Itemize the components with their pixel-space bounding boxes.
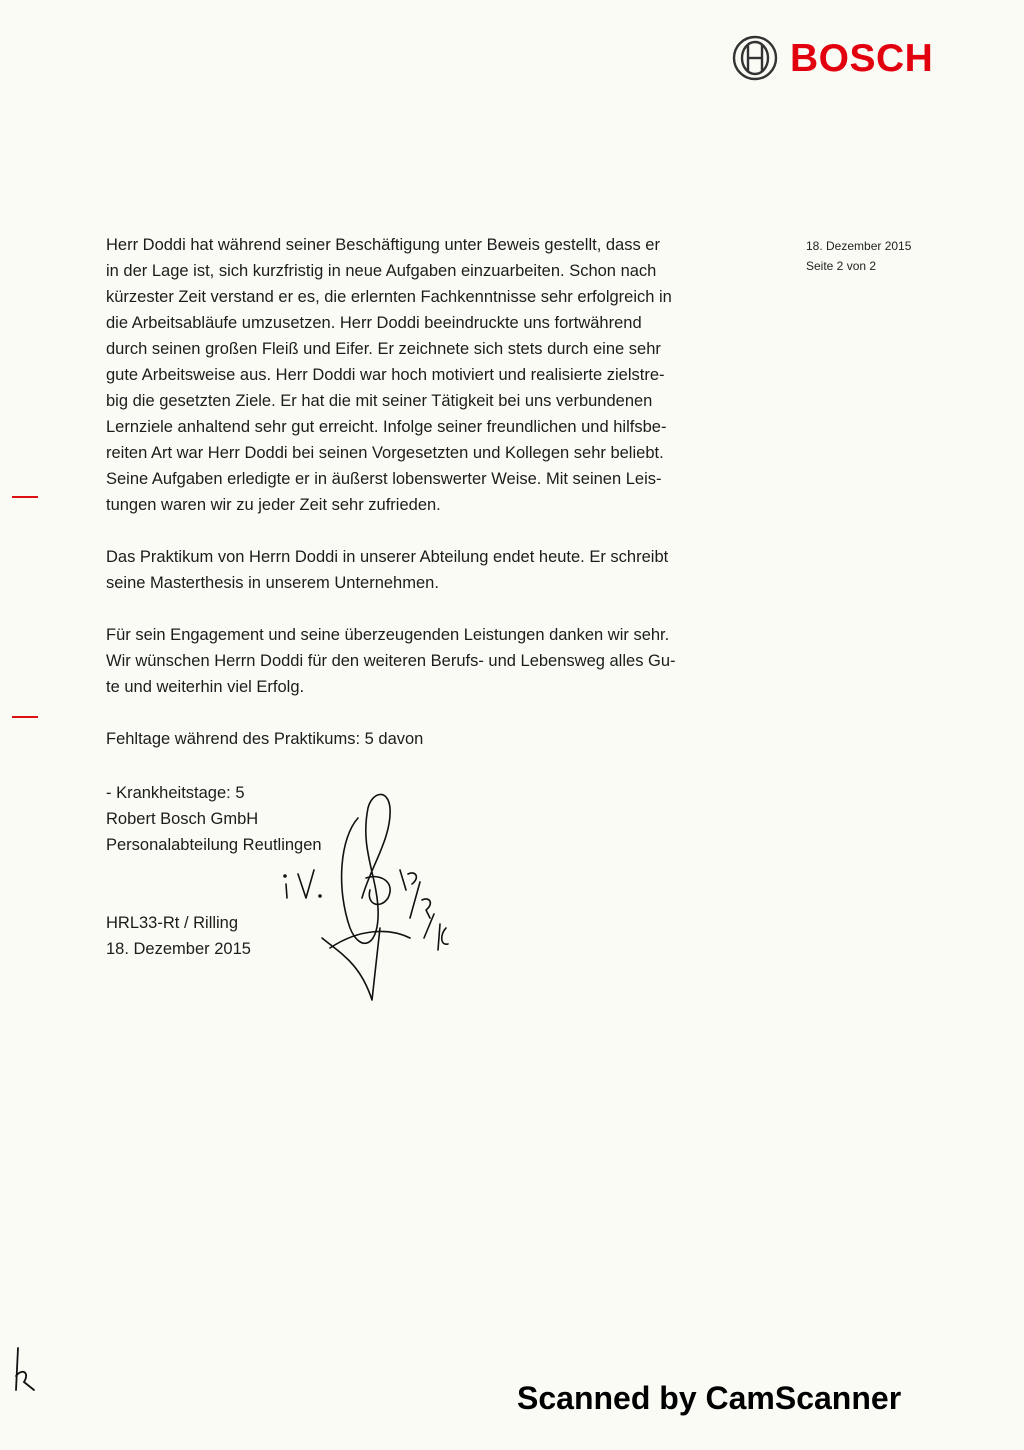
sick-days: - Krankheitstage: 5 xyxy=(106,784,245,802)
text-line: in der Lage ist, sich kurzfristig in neue Aufgaben einzuarbeiten. Schon nach xyxy=(106,262,657,280)
bosch-logo xyxy=(732,34,933,82)
text-line: durch seinen großen Fleiß und Eifer. Er zeichnete sich stets durch eine sehr xyxy=(106,340,661,358)
text-line: tungen waren wir zu jeder Zeit sehr zufrieden. xyxy=(106,496,441,514)
bosch-armature-icon xyxy=(732,35,778,81)
text-line: Wir wünschen Herrn Doddi für den weiteren Berufs- und Lebensweg alles Gu- xyxy=(106,652,676,670)
letter-date: 18. Dezember 2015 xyxy=(806,239,912,253)
text-line: big die gesetzten Ziele. Er hat die mit seiner Tätigkeit bei uns verbundenen xyxy=(106,392,653,410)
paragraph-internship-end xyxy=(106,544,776,596)
text-line: seine Masterthesis in unserem Unternehmen. xyxy=(106,574,439,592)
text-line: Lernziele anhaltend sehr gut erreicht. Infolge seiner freundlichen und hilfsbe- xyxy=(106,418,667,436)
paragraph-thanks xyxy=(106,622,776,700)
paragraph-performance xyxy=(106,232,776,518)
text-line: gute Arbeitsweise aus. Herr Doddi war hoch motiviert und realisierte zielstre- xyxy=(106,366,665,384)
text-line: Seine Aufgaben erledigte er in äußerst lobenswerter Weise. Mit seinen Leis- xyxy=(106,470,662,488)
closing-date: 18. Dezember 2015 xyxy=(106,940,251,958)
text-line: die Arbeitsabläufe umzusetzen. Herr Doddi beeindruckte uns fortwährend xyxy=(106,314,642,332)
fold-mark xyxy=(12,496,38,498)
company-name: Robert Bosch GmbH xyxy=(106,810,259,828)
handwritten-signature xyxy=(270,778,470,1008)
text-line: Für sein Engagement und seine überzeugenden Leistungen danken wir sehr. xyxy=(106,626,670,644)
letter-meta xyxy=(806,236,911,276)
text-line: Herr Doddi hat während seiner Beschäftigung unter Beweis gestellt, dass er xyxy=(106,236,660,254)
page-number: Seite 2 von 2 xyxy=(806,259,877,273)
brand-name: BOSCH xyxy=(790,36,934,80)
reference-code: HRL33-Rt / Rilling xyxy=(106,914,239,932)
text-line: Fehltage während des Praktikums: 5 davon xyxy=(106,730,424,748)
text-line: kürzester Zeit verstand er es, die erlernten Fachkenntnisse sehr erfolgreich in xyxy=(106,288,672,306)
paragraph-absence xyxy=(106,726,776,752)
text-line: Das Praktikum von Herrn Doddi in unserer Abteilung endet heute. Er schreibt xyxy=(106,548,669,566)
handwritten-initial xyxy=(8,1346,38,1396)
reference-block xyxy=(106,910,251,962)
text-line: te und weiterhin viel Erfolg. xyxy=(106,678,305,696)
punch-mark xyxy=(12,716,38,718)
scanner-watermark: Scanned by CamScanner xyxy=(517,1380,902,1416)
letter-body xyxy=(106,232,776,752)
text-line: reiten Art war Herr Doddi bei seinen Vorgesetzten und Kollegen sehr beliebt. xyxy=(106,444,664,462)
department-name: Personalabteilung Reutlingen xyxy=(106,836,322,854)
